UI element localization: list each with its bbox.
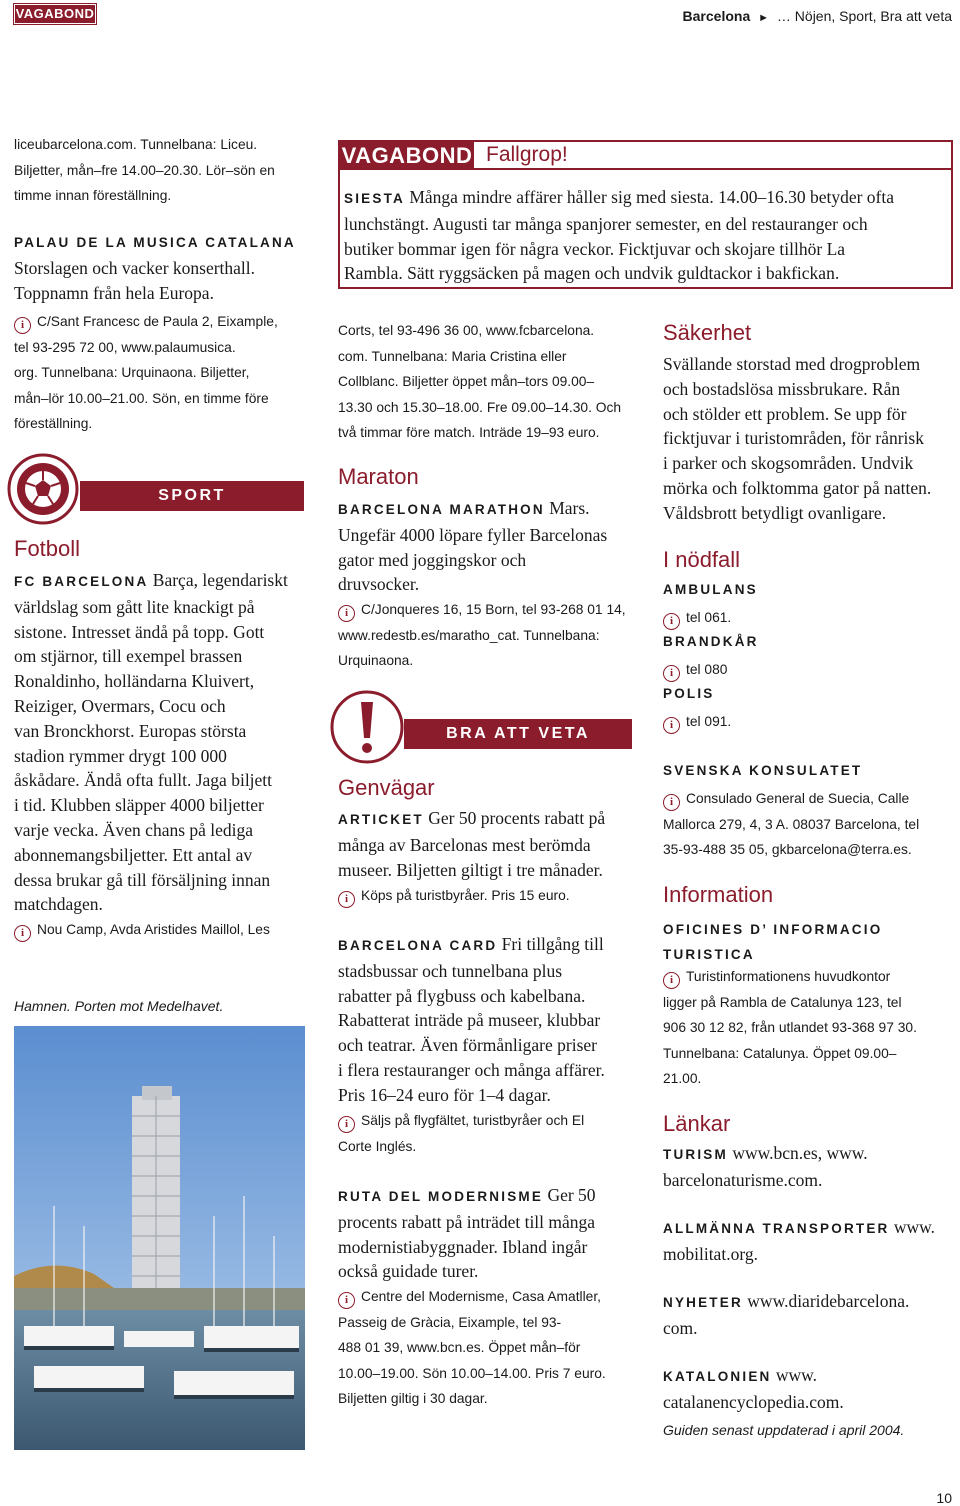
fcbarcelona-info: Corts, tel 93-496 36 00, www.fcbarcelona. com. Tunnelbana: Maria Cristina eller Collblanc. Biljetter öppet mån–tors 09.00– 13.30 och 15.30–18.00. Fre 09.00–14.30. Och två timmar före match. Inträde 19–93 euro. bbox=[338, 323, 622, 440]
breadcrumb bbox=[683, 8, 952, 24]
exclamation-icon bbox=[330, 690, 404, 764]
konsulat-heading: SVENSKA KONSULATET bbox=[663, 763, 863, 778]
harbour-photo bbox=[14, 1026, 305, 1450]
transport-links: ALLMÄNNA TRANSPORTER www. mobilitat.org. bbox=[663, 1215, 958, 1267]
oficines-heading: OFICINES D’ INFORMACIO TURISTICA bbox=[663, 922, 883, 962]
info-icon: i bbox=[338, 605, 355, 622]
polis-heading: POLIS bbox=[663, 686, 715, 701]
info-icon: i bbox=[14, 317, 31, 334]
polis-tel: i tel 091. bbox=[663, 709, 731, 735]
palau-text: Storslagen och vacker konserthall. Toppnamn från hela Europa. bbox=[14, 258, 256, 303]
nyheter-link[interactable]: www.diaridebarcelona. bbox=[747, 1291, 910, 1311]
nodfall-title: I nödfall bbox=[663, 547, 741, 572]
ruta-modernisme-info: i Centre del Modernisme, Casa Amatller, Passeig de Gràcia, Eixample, tel 93- 488 01 39, www.bcn.es. Öppet mån–för 10.00–19.00. Sön 10.00–14.00. Pris 7 euro. Biljetten giltig i 30 dagar. bbox=[338, 1289, 606, 1406]
bra-att-veta-band: BRA ATT VETA bbox=[404, 719, 632, 749]
info-icon: i bbox=[338, 1292, 355, 1309]
sakerhet-title: Säkerhet bbox=[663, 320, 752, 345]
brandkar-heading: BRANDKÅR bbox=[663, 634, 759, 649]
katalonien-link[interactable]: www. bbox=[775, 1365, 818, 1385]
turism-link-cont[interactable]: barcelonaturisme.com. bbox=[663, 1169, 823, 1190]
fotboll-title: Fotboll bbox=[14, 536, 81, 561]
fallgrop-title-bar: Fallgrop! bbox=[474, 142, 951, 170]
brandkar-tel: i tel 080 bbox=[663, 657, 727, 683]
info-icon: i bbox=[663, 794, 680, 811]
palau-heading: PALAU DE LA MUSICA CATALANA bbox=[14, 235, 296, 250]
liceu-info: liceubarcelona.com. Tunnelbana: Liceu. Biljetter, mån–fre 14.00–20.30. Lör–sön en timme innan föreställning. bbox=[14, 137, 275, 203]
articket-text: ARTICKET Ger 50 procents rabatt på många av Barcelonas mest berömda museer. Biljetten giltigt i tre månader. bbox=[338, 808, 606, 880]
info-icon: i bbox=[663, 717, 680, 734]
fc-info: i Nou Camp, Avda Aristides Maillol, Les bbox=[14, 917, 324, 943]
breadcrumb-section: … Nöjen, Sport, Bra att veta bbox=[776, 8, 952, 24]
turism-link[interactable]: www.bcn.es, www. bbox=[732, 1143, 868, 1163]
breadcrumb-city[interactable]: Barcelona bbox=[682, 8, 751, 24]
updated-note: Guiden senast uppdaterad i april 2004. bbox=[663, 1422, 905, 1438]
ambulans-tel: i tel 061. bbox=[663, 605, 731, 631]
fallgrop-box bbox=[338, 140, 953, 289]
info-icon: i bbox=[14, 925, 31, 942]
maraton-info: i C/Jonqueres 16, 15 Born, tel 93-268 01 14, www.redestb.es/maratho_cat. Tunnelbana: Urquinaona. bbox=[338, 602, 626, 668]
lankar-title: Länkar bbox=[663, 1111, 731, 1136]
breadcrumb-arrow-icon: ► bbox=[758, 12, 770, 24]
photo-caption: Hamnen. Porten mot Medelhavet. bbox=[14, 998, 224, 1014]
information-title: Information bbox=[663, 882, 774, 907]
katalonien-link-cont[interactable]: catalanencyclopedia.com. bbox=[663, 1391, 844, 1412]
maraton-text: BARCELONA MARATHON Mars. Ungefär 4000 löpare fyller Barcelonas gator med joggingskor och druvsocker. bbox=[338, 498, 608, 595]
info-icon: i bbox=[663, 613, 680, 630]
ambulans-heading: AMBULANS bbox=[663, 582, 758, 597]
ruta-modernisme-text: RUTA DEL MODERNISME Ger 50 procents rabatt på inträdet till många modernistiabyggnader. Ibland ingår också guidade turer. bbox=[338, 1185, 596, 1282]
transport-link[interactable]: www. bbox=[893, 1217, 936, 1237]
oficines-info: i Turistinformationens huvudkontor ligger på Rambla de Catalunya 123, tel 906 30 12 82, från utlandet 93-368 97 30. Tunnelbana: Catalunya. Öppet 09.00– 21.00. bbox=[663, 969, 917, 1086]
soccer-ball-icon bbox=[6, 452, 80, 526]
fallgrop-logo: VAGABOND bbox=[341, 143, 473, 168]
fc-barcelona-text: FC BARCELONA Barça, legendariskt världslag som gått lite knackigt på sistone. Intresset ändå på topp. Gott om stjärnor, till exempel brassen Ronaldinho, holländarna Kluivert, Reiziger, Overmars, Cocu och van Bronckhorst. Europas största stadion rymmer drygt 100 000 åskådare. Ändå ofta fullt. Jaga biljett i tid. Klubben släpper 4000 biljetter varje vecka. Även chans på lediga abonnemangsbiljetter. Ett antal av dessa brukar gå till försäljning innan matchdagen. bbox=[14, 570, 288, 915]
info-icon: i bbox=[663, 972, 680, 989]
sport-band: SPORT bbox=[80, 481, 304, 511]
barcelona-card-info: i Säljs på flygfältet, turistbyråer och El Corte Inglés. bbox=[338, 1113, 585, 1154]
palau-info: i C/Sant Francesc de Paula 2, Eixample, tel 93-295 72 00, www.palaumusica. org. Tunnelbana: Urquinaona. Biljetter, mån–lör 10.00–21.00. Sön, en timme före föreställning. bbox=[14, 314, 278, 431]
genvagar-title: Genvägar bbox=[338, 775, 435, 800]
maraton-title: Maraton bbox=[338, 464, 419, 489]
info-icon: i bbox=[338, 891, 355, 908]
page-number: 10 bbox=[936, 1490, 952, 1506]
vagabond-logo: VAGABOND bbox=[14, 4, 96, 24]
articket-info: i Köps på turistbyråer. Pris 15 euro. bbox=[338, 883, 648, 909]
info-icon: i bbox=[663, 665, 680, 682]
transport-link-cont[interactable]: mobilitat.org. bbox=[663, 1243, 758, 1264]
info-icon: i bbox=[338, 1116, 355, 1133]
nyheter-link-cont[interactable]: com. bbox=[663, 1317, 698, 1338]
konsulat-info: i Consulado General de Suecia, Calle Mallorca 279, 4, 3 A. 08037 Barcelona, tel 35-93-488 35 05, gkbarcelona@terra.es. bbox=[663, 791, 920, 857]
sakerhet-text: Svällande storstad med drogproblem och bostadslösa missbrukare. Rån och stölder ett problem. Se upp för ficktjuvar i turistområden, för rånrisk i parker och skogsområden. Undvik mörka och folktomma gator på natten. Våldsbrott betydligt ovanligare. bbox=[663, 354, 932, 523]
turism-links: TURISM www.bcn.es, www. barcelonaturisme.com. bbox=[663, 1141, 958, 1193]
fallgrop-text: SIESTA Många mindre affärer håller sig med siesta. 14.00–16.30 betyder ofta lunchstängt. Augusti tar många spanjorer semester, en del restauranger och butiker bommar igen för några veckor. Ficktjuvar och skojare tillhör La Rambla. Sätt ryggsäcken på magen och undvik guldtackor i bakfickan. bbox=[344, 187, 895, 284]
nyheter-links: NYHETER www.diaridebarcelona. com. bbox=[663, 1289, 958, 1341]
barcelona-card-text: BARCELONA CARD Fri tillgång till stadsbussar och tunnelbana plus rabatter på flygbuss och kabelbana. Rabatterat inträde på museer, klubbar och teatrar. Även förmånligare priser i flera restauranger och många affärer. Pris 16–24 euro för 1–4 dagar. bbox=[338, 934, 605, 1105]
katalonien-links: KATALONIEN www. catalanencyclopedia.com. bbox=[663, 1363, 958, 1415]
